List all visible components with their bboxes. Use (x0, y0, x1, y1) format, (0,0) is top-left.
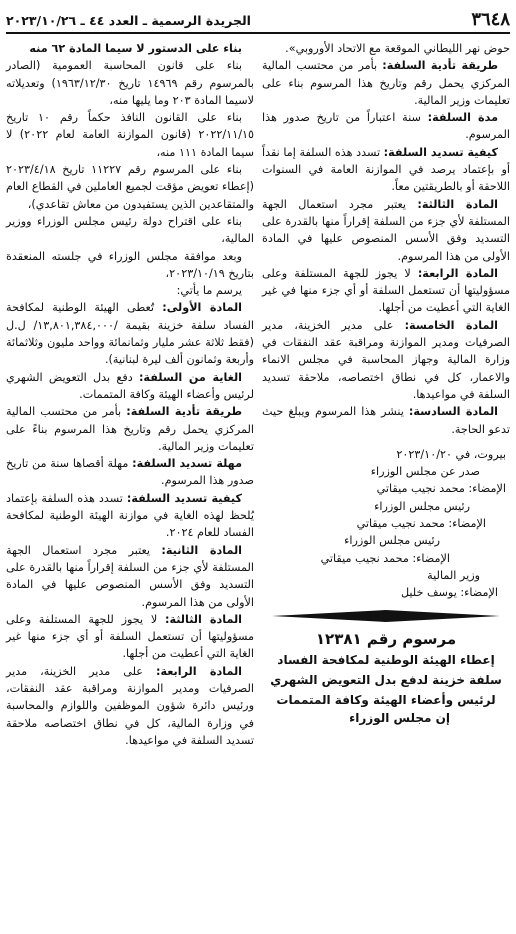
article: المادة الرابعة: على مدير الخزينة، مدير الصرفيات ومدير الموازنة ومراقبة عقد النفقات، ورئيس دائرة شؤون الموظفين واللوازم والمحاسبة في وزارة المالية، كل في نطاق اختصاصه ملاحقة تسديد السلفة في مواعيدها. (6, 664, 254, 747)
article: المادة الأولى: تُعطى الهيئة الوطنية لمكافحة الفساد سلفة خزينة بقيمة /١٣,٨٠١,٣٨٤,٠٠٠/ ل.ل (فقط ثلاثة عشر مليار وثمانمائة وواحد مليون وثلاثمائة وأربعة وثمانون ألف ليرة لبنانية). (6, 301, 255, 367)
paragraph: طريقة تأدية السلفة: بأمر من محتسب المالية المركزي يحمل رقم وتاريخ هذا المرسوم بناء على تعليمات وزير المالية. (262, 59, 510, 107)
decree-title-line: سلفة خزينة لدفع بدل التعويض الشهري (270, 672, 502, 687)
article: المادة الثالثة: لا يجوز للجهة المستلفة وعلى مسؤوليتها أن تستعمل السلفة أو أي جزء منها غير الغاية التي أعطيت من أجلها. (6, 612, 254, 661)
signature-line: الإمضاء: محمد نجيب ميقاتي (376, 482, 506, 496)
signature-title: رئيس مجلس الوزراء (344, 534, 440, 548)
signature-title: رئيس مجلس الوزراء (374, 499, 470, 513)
legal-basis: بناء على القانون النافذ حكماً رقم ١٠ تاريخ ٢٠٢٢/١١/١٥ (قانون الموازنة العامة لعام ٢٠٢٢) لا سيما المادة ١١١ منه، (6, 111, 254, 159)
article-clause: طريقة تأدية السلفة: بأمر من محتسب المالية المركزي يحمل رقم وتاريخ هذا المرسوم بناءً على تعليمات وزير المالية. (6, 405, 254, 453)
legal-basis: وبعد موافقة مجلس الوزراء في جلسته المنعقدة بتاريخ ٢٠٢٣/١٠/١٩، (6, 249, 254, 280)
decree-title-line: لرئيس وأعضاء الهيئة وكافة المتممات (276, 692, 496, 707)
article-clause: كيفية تسديد السلفة: تسدد هذه السلفة بإعتماد يُلحظ لهذه الغاية في موازنة الهيئة الوطنية لمكافحة الفساد للعام ٢٠٢٤. (6, 491, 254, 540)
page-number: ٣٦٤٨ (471, 9, 510, 30)
signature-line: الإمضاء: محمد نجيب ميقاتي (320, 551, 450, 565)
signature-title: وزير المالية (427, 568, 480, 582)
page-header (6, 4, 510, 34)
ornament-divider (262, 608, 510, 624)
article: المادة الخامسة: على مدير الخزينة، مدير الصرفيات ومدير الموازنة ومراقبة عقد النفقات في وزارة المالية وجهاز المحاسبة في مجلس الانماء والاعمار، كل في نطاق اختصاصه، ملاحقة تسديد السلفة في مواعيدها. (262, 318, 510, 401)
signature-issuer: صدر عن مجلس الوزراء (370, 465, 480, 479)
left-column (6, 40, 254, 749)
paragraph: حوض نهر الليطاني الموقعة مع الاتحاد الأوروبي». (285, 42, 510, 55)
decree-preamble: إن مجلس الوزراء (349, 710, 450, 725)
date-line: بيروت، في ٢٠٢٣/١٠/٢٠ (396, 447, 506, 461)
legal-basis: بناء على اقتراح دولة رئيس مجلس الوزراء ووزير المالية، (6, 214, 254, 246)
legal-basis: بناء على قانون المحاسبة العمومية (الصادر بالمرسوم رقم ١٤٩٦٩ تاريخ ١٩٦٣/١٢/٣٠) وتعديلاته لاسيما المادة ٢٠٣ وما يليها منه، (6, 59, 255, 107)
paragraph: مدة السلفة: سنة اعتباراً من تاريخ صدور هذا المرسوم. (262, 111, 510, 142)
legal-basis: بناء على المرسوم رقم ١١٢٢٧ تاريخ ٢٠٢٣/٤/١٨ (إعطاء تعويض مؤقت لجميع العاملين في القطاع العام والمتقاعدين الذين يستفيدون من معاش تقاعدي)، (6, 163, 254, 211)
article: المادة الرابعة: لا يجوز للجهة المستلفة وعلى مسؤوليتها أن تستعمل السلفة أو أي جزء منها في غير الغاية التي أعطيت من أجلها. (262, 266, 510, 315)
article-clause: مهلة تسديد السلفة: مهلة أقصاها سنة من تاريخ صدور هذا المرسوم. (6, 457, 254, 488)
article: المادة الثالثة: يعتبر مجرد استعمال الجهة المستلفة لأي جزء من السلفة إقراراً منها بالقدرة على التسديد وفق الأسس المنصوص عليها في المادة الأولى من هذا المرسوم. (262, 197, 510, 263)
decree-title-line: إعطاء الهيئة الوطنية لمكافحة الفساد (277, 652, 495, 667)
article-clause: الغاية من السلفة: دفع بدل التعويض الشهري لرئيس وأعضاء الهيئة وكافة المتممات. (6, 370, 254, 401)
article: المادة الثانية: يعتبر مجرد استعمال الجهة المستلفة لأي جزء من السلفة إقراراً منها بالقدرة على التسديد وفق الأسس المنصوص عليها في المادة الأولى من هذا المرسوم. (6, 543, 254, 609)
gazette-title: الجريدة الرسمية ـ العدد ٤٤ ـ ٢٠٢٣/١٠/٢٦ (6, 13, 251, 28)
ornament-divider-graphic (262, 608, 510, 624)
decree-number: مرسوم رقم ١٢٣٨١ (315, 629, 457, 648)
signature-line: الإمضاء: يوسف خليل (400, 586, 498, 600)
legal-basis: بناء على الدستور لا سيما المادة ٦٢ منه (29, 42, 242, 55)
article: المادة السادسة: ينشر هذا المرسوم ويبلغ حيث تدعو الحاجة. (262, 405, 510, 436)
decree-intro: يرسم ما يأتي: (176, 284, 242, 298)
paragraph: كيفية تسديد السلفة: تسدد هذه السلفة إما نقداً أو بإعتماد يرصد في الموازنة العامة في السنوات اللاحقة أو بالطريقتين معاً. (262, 145, 510, 194)
right-column (262, 40, 510, 727)
signature-line: الإمضاء: محمد نجيب ميقاتي (356, 517, 486, 531)
